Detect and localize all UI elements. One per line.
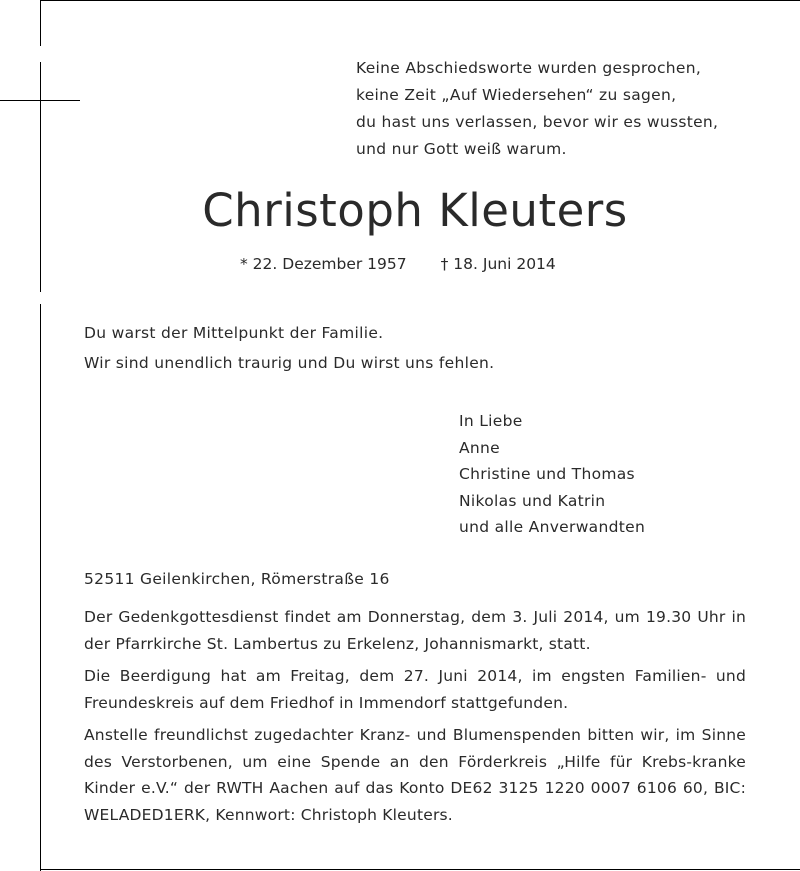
family-address: 52511 Geilenkirchen, Römerstraße 16 — [84, 570, 390, 588]
frame-left-gap — [38, 292, 44, 304]
signoff-line: Anne — [459, 438, 500, 457]
birth-date: * 22. Dezember 1957 — [240, 255, 407, 273]
frame-bottom-border — [40, 869, 800, 870]
tribute-line: Wir sind unendlich traurig und Du wirst uns fehlen. — [84, 354, 495, 372]
poem-line: du hast uns verlassen, bevor wir es wussten, — [356, 113, 719, 131]
tribute-line: Du warst der Mittelpunkt der Familie. — [84, 324, 384, 342]
poem-line: und nur Gott weiß warum. — [356, 140, 567, 158]
signoff-line: und alle Anverwandten — [459, 518, 646, 536]
deceased-name: Christoph Kleuters — [202, 184, 628, 237]
memorial-service-notice: Der Gedenkgottesdienst findet am Donnerstag, dem 3. Juli 2014, um 19.30 Uhr in der Pfarrkirche St. Lambertus zu Erkelenz, Johannismarkt, statt. — [84, 608, 746, 653]
frame-left-gap — [38, 46, 44, 62]
poem-line: keine Zeit „Auf Wiedersehen“ zu sagen, — [356, 86, 677, 104]
poem — [356, 55, 776, 163]
frame-top-border — [40, 0, 800, 1]
service-notices — [84, 604, 746, 834]
burial-notice: Die Beerdigung hat am Freitag, dem 27. Juni 2014, im engsten Familien- und Freundeskreis auf dem Friedhof in Immendorf stattgefunden. — [84, 667, 746, 712]
death-date: † 18. Juni 2014 — [440, 255, 556, 273]
poem-line: Keine Abschiedsworte wurden gesprochen, — [356, 59, 702, 77]
signoff-line: In Liebe — [459, 412, 523, 430]
signoff-line: Nikolas und Katrin — [459, 491, 606, 510]
crop-mark — [0, 100, 80, 101]
signoff-line: Christine und Thomas — [459, 465, 635, 483]
tribute-text — [84, 318, 494, 378]
donation-notice: Anstelle freundlichst zugedachter Kranz- und Blumenspenden bitten wir, im Sinne des Verstorbenen, um eine Spende an den Förderkreis „Hilfe für Krebs-kranke Kinder e.V.“ der RWTH Aachen auf das Konto DE62 3125 1220 0007 6106 60, BIC: WELADED1ERK, Kennwort: Christoph Kleuters. — [84, 726, 746, 824]
family-signoff — [459, 408, 645, 541]
frame-left-border — [40, 0, 41, 871]
life-dates — [240, 252, 556, 276]
